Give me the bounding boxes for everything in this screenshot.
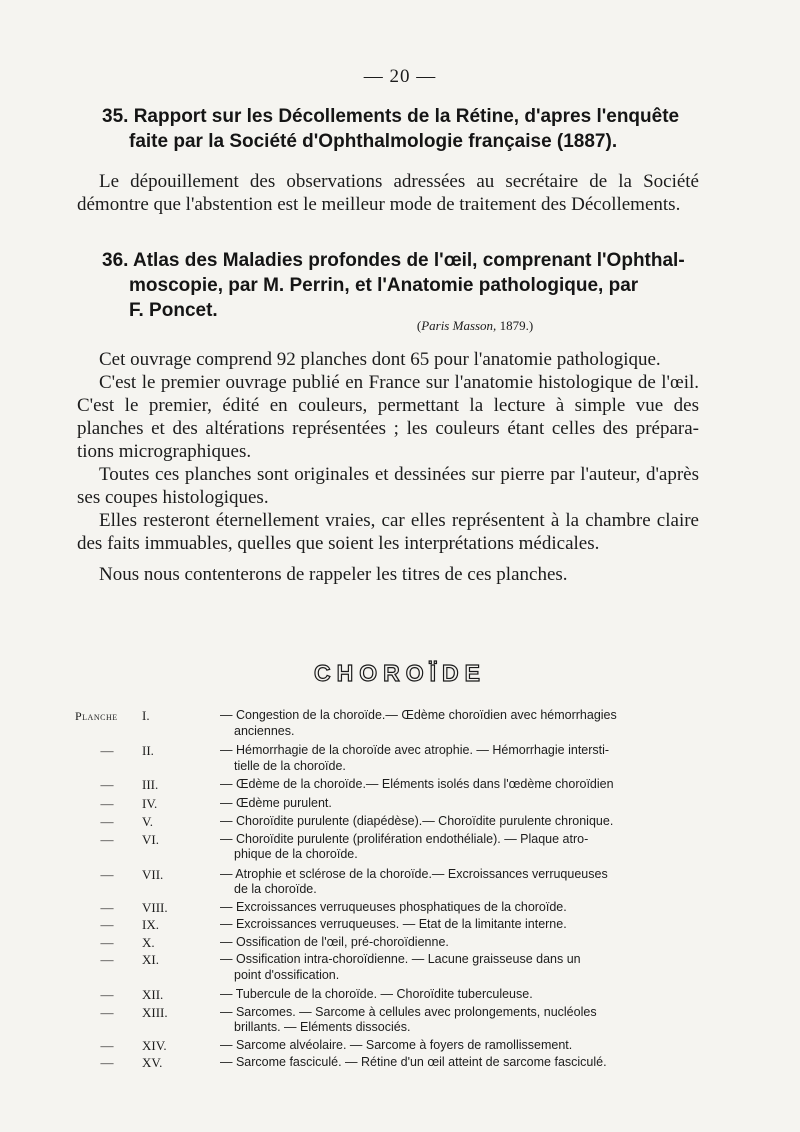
plate-description-line: — Congestion de la choroïde.— Œdème choroïdien avec hémorrhagies bbox=[220, 708, 617, 722]
plate-description-line: — Sarcomes. — Sarcome à cellules avec prolongements, nucléoles bbox=[220, 1004, 597, 1019]
plate-description bbox=[220, 900, 715, 916]
plate-description-line: — Ossification de l'œil, pré-choroïdienne. bbox=[220, 934, 449, 949]
section-title: CHOROÏDE bbox=[314, 660, 486, 686]
plate-number: XV. bbox=[142, 1055, 163, 1070]
plate-description-line: — Choroïdite purulente (prolifération endothéliale). — Plaque atro- bbox=[220, 831, 589, 846]
body-line: Toutes ces planches sont originales et dessinées sur pierre par l'auteur, d'après bbox=[99, 464, 699, 485]
plate-description-line: de la choroïde. bbox=[234, 882, 317, 896]
ditto-dash: — bbox=[100, 1037, 114, 1053]
plate-row bbox=[75, 987, 715, 1003]
body-line: planches et des altérations représentées ; les couleurs étant celles des prépara- bbox=[77, 418, 699, 439]
ditto-dash: — bbox=[100, 917, 114, 932]
plate-row bbox=[75, 777, 715, 793]
plate-label-text: Planche bbox=[75, 709, 118, 723]
plate-description-line: phique de la choroïde. bbox=[234, 847, 358, 861]
plate-description-line: brillants. — Eléments dissociés. bbox=[234, 1020, 411, 1034]
body-line: C'est le premier ouvrage publié en France sur l'anatomie histologique de l'œil. bbox=[99, 372, 699, 393]
plate-description-line: — Hémorrhagie de la choroïde avec atrophie. — Hémorrhagie intersti- bbox=[220, 743, 610, 757]
plate-description-line: point d'ossification. bbox=[234, 967, 340, 982]
ditto-dash: — bbox=[100, 814, 114, 829]
body-line: Le dépouillement des observations adressées au secrétaire de la Société bbox=[99, 171, 699, 192]
plate-row bbox=[75, 743, 715, 774]
ditto-dash: — bbox=[100, 831, 114, 847]
plate-number: IV. bbox=[142, 795, 158, 811]
plate-description bbox=[220, 1055, 715, 1071]
plate-number: III. bbox=[142, 777, 159, 792]
plate-number: I. bbox=[142, 708, 150, 723]
ditto-dash: — bbox=[100, 899, 114, 915]
plate-description-line: anciennes. bbox=[234, 723, 295, 738]
plate-row bbox=[75, 935, 715, 951]
plate-description bbox=[220, 1005, 715, 1036]
citation-publisher: Paris Masson, bbox=[421, 318, 497, 333]
plate-description-line: — Sarcome fasciculé. — Rétine d'un œil atteint de sarcome fasciculé. bbox=[220, 1055, 607, 1069]
plate-description-line: — Œdème purulent. bbox=[220, 795, 332, 810]
plate-description-line: — Œdème de la choroïde.— Eléments isolés dans l'œdème choroïdien bbox=[220, 777, 614, 791]
plate-number: IX. bbox=[142, 917, 159, 932]
plate-number: II. bbox=[142, 743, 154, 758]
entry-35-heading-line: faite par la Société d'Ophthalmologie française (1887). bbox=[129, 131, 618, 152]
body-line: ses coupes histologiques. bbox=[77, 487, 269, 508]
ditto-dash: — bbox=[100, 866, 114, 882]
plate-description-line: tielle de la choroïde. bbox=[234, 758, 346, 773]
plate-description bbox=[220, 867, 715, 898]
plate-description bbox=[220, 917, 715, 933]
entry-36-heading-line: F. Poncet. bbox=[129, 300, 218, 321]
plate-description-line: — Atrophie et sclérose de la choroïde.— Excroissances verruqueuses bbox=[220, 866, 608, 881]
plate-description bbox=[220, 777, 715, 793]
plate-description-line: — Choroïdite purulente (diapédèse).— Choroïdite purulente chronique. bbox=[220, 814, 614, 828]
entry-36-heading bbox=[102, 248, 712, 323]
citation-year: 1879.) bbox=[496, 318, 534, 333]
plate-row bbox=[75, 1005, 715, 1036]
plate-label bbox=[75, 708, 195, 725]
ditto-dash: — bbox=[100, 1004, 114, 1020]
plate-description-line: — Excroissances verruqueuses phosphatiques de la choroïde. bbox=[220, 899, 567, 914]
plate-row bbox=[75, 952, 715, 983]
plate-number: VIII. bbox=[142, 899, 168, 915]
plate-description-line: — Excroissances verruqueuses. — Etat de la limitante interne. bbox=[220, 917, 567, 931]
plate-description bbox=[220, 935, 715, 951]
plate-number: VII. bbox=[142, 866, 164, 882]
ditto-dash: — bbox=[100, 934, 114, 950]
citation-open: ( bbox=[416, 318, 422, 333]
plate-row bbox=[75, 832, 715, 863]
body-line: C'est le premier, édité en couleurs, permettant la lecture à simple vue des bbox=[77, 395, 699, 416]
body-line: des faits immuables, quelles que soient les interprétations médicales. bbox=[77, 533, 600, 554]
plate-row bbox=[75, 900, 715, 916]
entry-36-body bbox=[77, 348, 699, 586]
plate-row bbox=[75, 1038, 715, 1054]
plate-description-line: — Tubercule de la choroïde. — Choroïdite tuberculeuse. bbox=[220, 987, 533, 1001]
body-line: tions micrographiques. bbox=[77, 441, 252, 462]
plate-number: XIII. bbox=[142, 1004, 168, 1020]
citation bbox=[0, 318, 800, 334]
plate-description bbox=[220, 708, 715, 739]
entry-35-heading-line: 35. Rapport sur les Décollements de la Rétine, d'apres l'enquête bbox=[102, 106, 680, 127]
plate-row bbox=[75, 814, 715, 830]
entry-35-body bbox=[77, 170, 699, 216]
plate-number: XI. bbox=[142, 952, 159, 967]
plate-description bbox=[220, 743, 715, 774]
plate-number: XIV. bbox=[142, 1037, 167, 1053]
plate-description bbox=[220, 796, 715, 812]
ditto-dash: — bbox=[100, 743, 114, 758]
ditto-dash: — bbox=[100, 987, 114, 1002]
body-line: Cet ouvrage comprend 92 planches dont 65 pour l'anatomie pathologique. bbox=[99, 349, 661, 370]
entry-35-heading bbox=[102, 104, 712, 154]
plate-number: V. bbox=[142, 814, 153, 829]
ditto-dash: — bbox=[100, 777, 114, 792]
plate-description bbox=[220, 987, 715, 1003]
plate-description-line: — Ossification intra-choroïdienne. — Lacune graisseuse dans un bbox=[220, 952, 581, 966]
plate-row bbox=[75, 708, 715, 739]
entry-36-heading-line: 36. Atlas des Maladies profondes de l'œil, comprenant l'Ophthal- bbox=[102, 250, 685, 271]
plate-row bbox=[75, 796, 715, 812]
plates-list bbox=[75, 706, 715, 1071]
plate-number: XII. bbox=[142, 987, 164, 1002]
plate-number: VI. bbox=[142, 831, 159, 847]
ditto-dash: — bbox=[100, 1055, 114, 1070]
ditto-dash: — bbox=[100, 952, 114, 967]
plate-description bbox=[220, 832, 715, 863]
plate-row bbox=[75, 1055, 715, 1071]
body-line: Elles resteront éternellement vraies, car elles représentent à la chambre claire bbox=[99, 510, 699, 531]
plate-row bbox=[75, 867, 715, 898]
ditto-dash: — bbox=[100, 795, 114, 811]
entry-36-heading-line: moscopie, par M. Perrin, et l'Anatomie pathologique, par bbox=[129, 275, 639, 296]
plate-row bbox=[75, 917, 715, 933]
body-line: Nous nous contenterons de rappeler les titres de ces planches. bbox=[99, 564, 568, 585]
plate-description bbox=[220, 814, 715, 830]
page-number: — 20 — bbox=[363, 66, 437, 87]
plate-description bbox=[220, 952, 715, 983]
plate-description bbox=[220, 1038, 715, 1054]
plate-description-line: — Sarcome alvéolaire. — Sarcome à foyers de ramollissement. bbox=[220, 1037, 573, 1052]
body-line: démontre que l'abstention est le meilleur mode de traitement des Décollements. bbox=[77, 194, 681, 215]
plate-number: X. bbox=[142, 934, 155, 950]
